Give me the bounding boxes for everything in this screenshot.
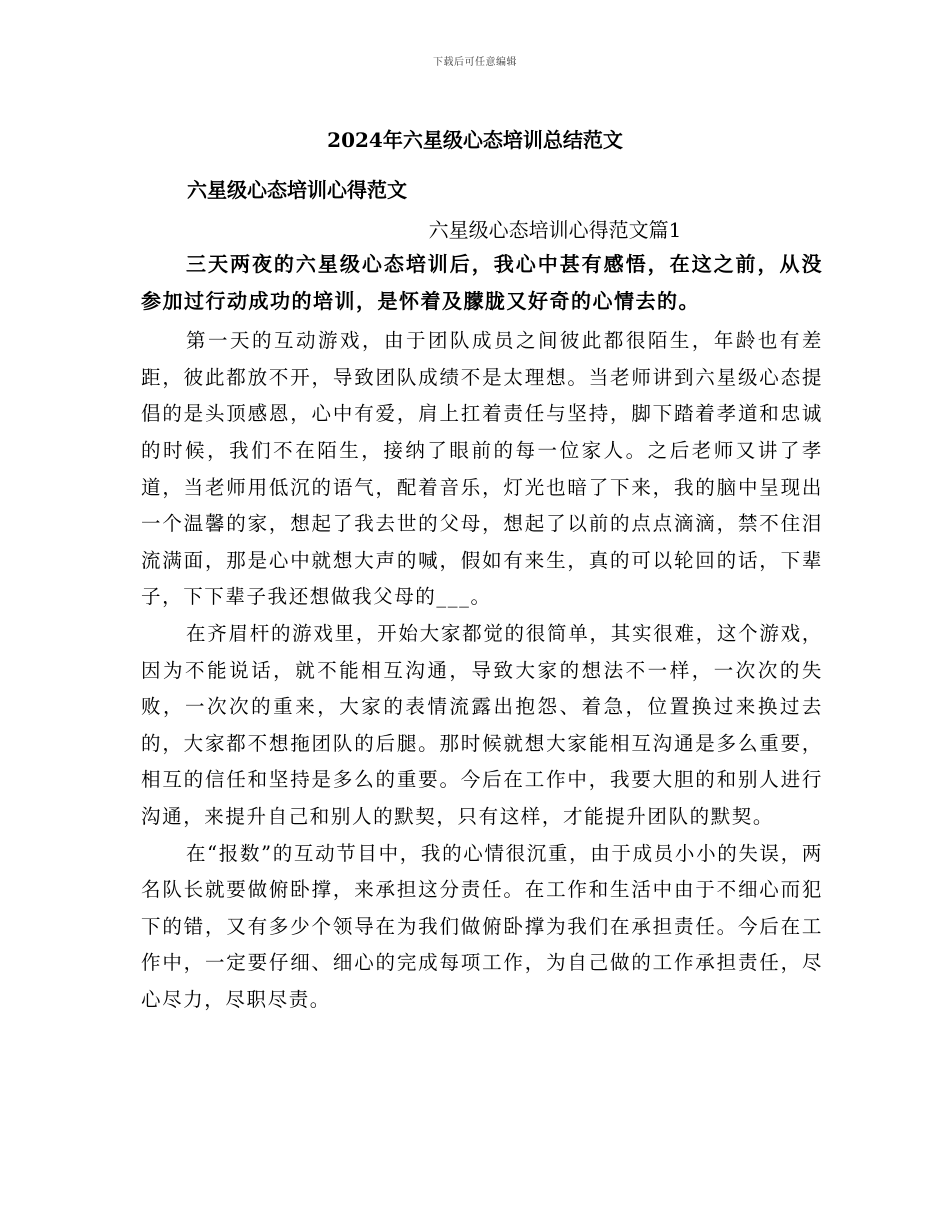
body-paragraph: 第一天的互动游戏，由于团队成员之间彼此都很陌生，年龄也有差距，彼此都放不开，导致团队成绩不是太理想。当老师讲到六星级心态提倡的是头顶感恩，心中有爱，肩上扛着责任与坚持，脚下踏着孝道和忠诚的时候，我们不在陌生，接纳了眼前的每一位家人。之后老师又讲了孝道，当老师用低沉的语气，配着音乐，灯光也暗了下来，我的脑中呈现出一个温馨的家，想起了我去世的父母，想起了以前的点点滴滴，禁不住泪流满面，那是心中就想大声的喊，假如有来生，真的可以轮回的话，下辈子，下下辈子我还想做我父母的___。: [141, 329, 823, 609]
document-body: [141, 246, 823, 1018]
section-heading: 六星级心态培训心得范文: [187, 178, 407, 202]
sub-heading: 六星级心态培训心得范文篇1: [428, 218, 682, 242]
body-paragraph: 在齐眉杆的游戏里，开始大家都觉的很简单，其实很难，这个游戏，因为不能说话，就不能相互沟通，导致大家的想法不一样，一次次的失败，一次次的重来，大家的表情流露出抱怨、着急，位置换过来换过去的，大家都不想拖团队的后腿。那时候就想大家能相互沟通是多么重要，相互的信任和坚持是多么的重要。今后在工作中，我要大胆的和别人进行沟通，来提升自己和别人的默契，只有这样，才能提升团队的默契。: [141, 621, 823, 828]
body-paragraph: 在“报数”的互动节目中，我的心情很沉重，由于成员小小的失误，两名队长就要做俯卧撑，来承担这分责任。在工作和生活中由于不细心而犯下的错，又有多少个领导在为我们做俯卧撑为我们在承担责任。今后在工作中，一定要仔细、细心的完成每项工作，为自己做的工作承担责任，尽心尽力，尽职尽责。: [141, 841, 823, 1011]
intro-paragraph: 三天两夜的六星级心态培训后，我心中甚有感悟，在这之前，从没参加过行动成功的培训，是怀着及朦胧又好奇的心情去的。: [141, 252, 823, 313]
header-note: 下载后可任意编辑: [433, 57, 517, 68]
document-title: 2024年六星级心态培训总结范文: [327, 128, 623, 152]
